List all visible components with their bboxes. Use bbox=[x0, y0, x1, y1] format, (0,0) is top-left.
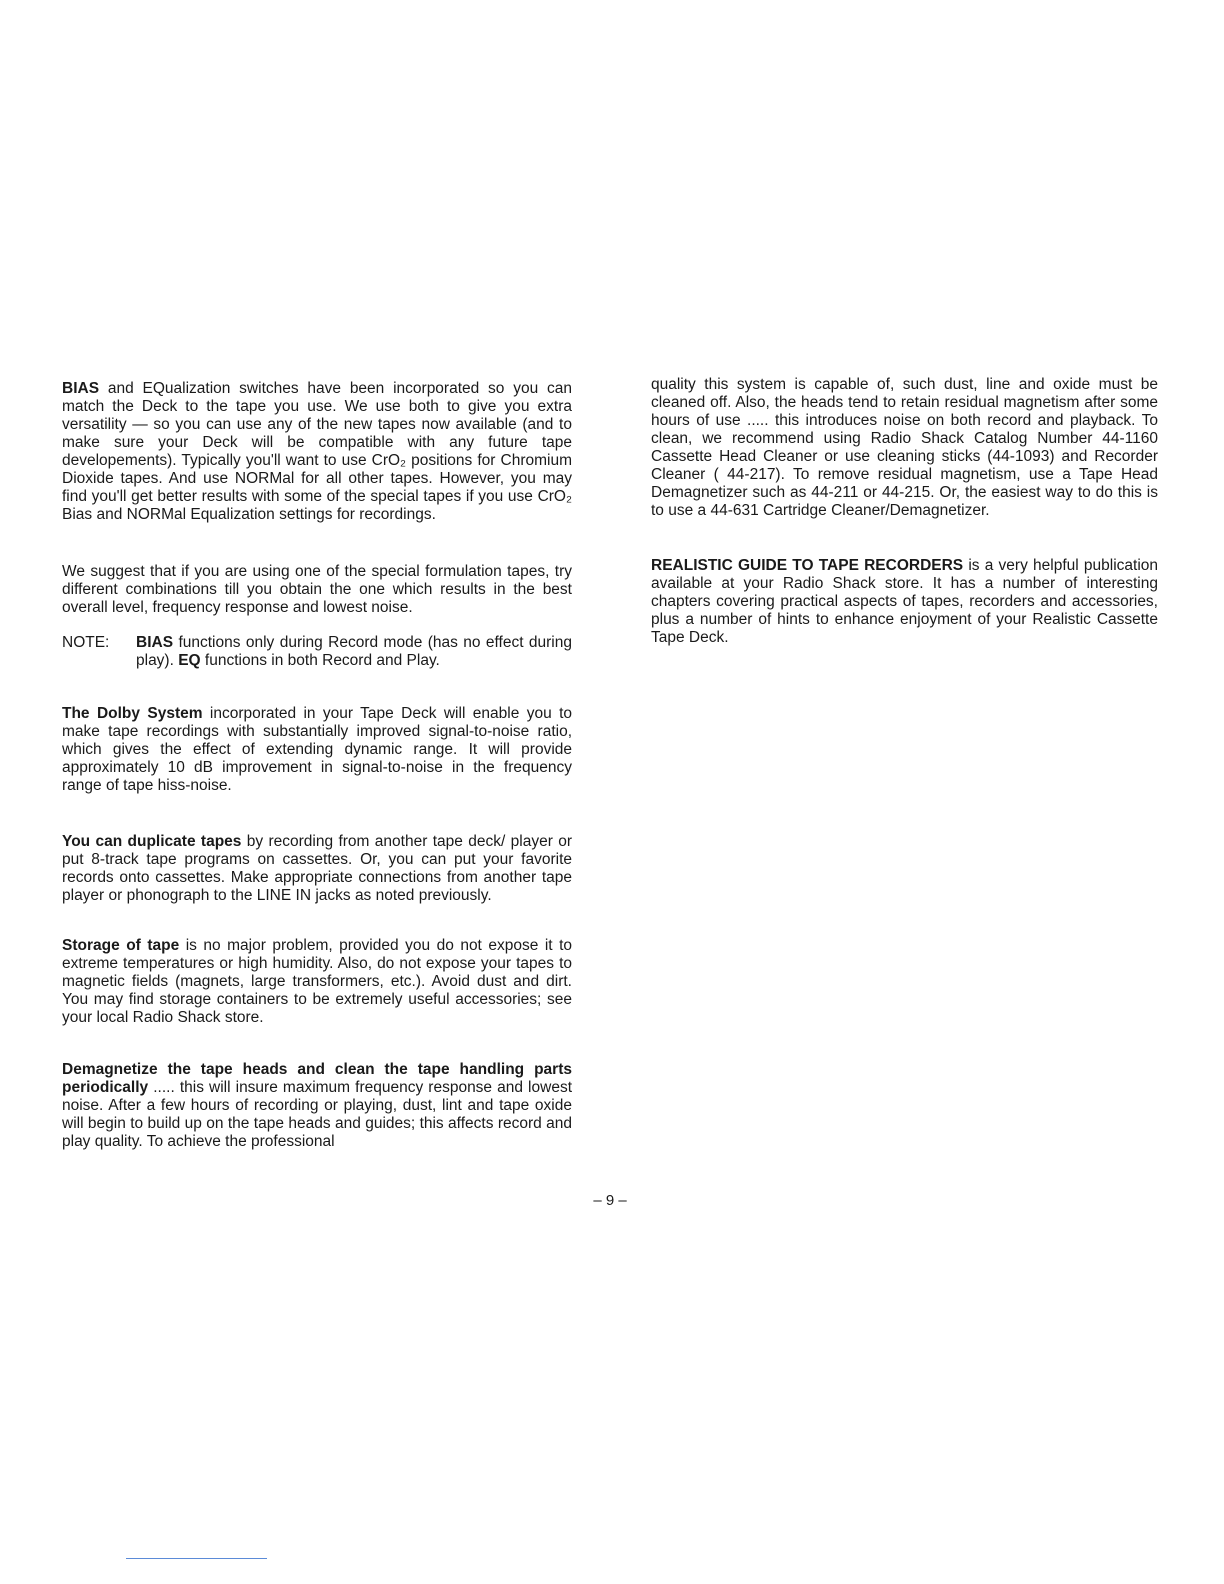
duplicate-heading: You can duplicate tapes bbox=[62, 833, 242, 850]
storage-text: is no major problem, provided you do not expose it to extreme temperatures or high humidity. Also, do not expose your tapes to magnetic fields (magnets, large transformers, etc.). Avoid dust and dirt. You may find storage containers to be extremely useful accessories; see your local Radio Shack store. bbox=[62, 937, 572, 1026]
left-column bbox=[62, 380, 572, 1151]
note-label: NOTE: bbox=[62, 634, 110, 651]
demagnetize-paragraph bbox=[62, 1061, 572, 1151]
note-body bbox=[136, 634, 572, 670]
guide-paragraph bbox=[651, 557, 1158, 647]
storage-heading: Storage of tape bbox=[62, 937, 180, 954]
cleaning-paragraph bbox=[651, 376, 1158, 520]
dolby-text: incorporated in your Tape Deck will enable you to make tape recordings with substantially improved signal-to-noise ratio, which gives the effect of extending dynamic range. It will provide approximately 10 dB improvement in signal-to-noise in the frequency range of tape hiss-noise. bbox=[62, 705, 572, 794]
special-tapes-text: We suggest that if you are using one of the special formulation tapes, try different combinations till you obtain the one which results in the best overall level, frequency response and lowest noise. bbox=[62, 563, 572, 616]
note-text-2: functions in both Record and Play. bbox=[200, 652, 440, 669]
dolby-heading: The Dolby System bbox=[62, 705, 203, 722]
note-block bbox=[62, 634, 572, 670]
bias-heading: BIAS bbox=[62, 380, 100, 397]
cleaning-text: quality this system is capable of, such dust, line and oxide must be cleaned off. Also, the heads tend to retain residual magnetism after some hours of use ..... this introduces noise on both record and playback. To clean, we recommend using Radio Shack Catalog Number 44-1160 Cassette Head Cleaner or use cleaning sticks (44-1093) and Recorder Cleaner ( 44-217). To remove residual magnetism, use a Tape Head Demagnetizer such as 44-211 or 44-215. Or, the easiest way to do this is to use a 44-631 Cartridge Cleaner/Demagnetizer. bbox=[651, 376, 1158, 519]
bias-paragraph bbox=[62, 380, 572, 524]
duplicate-paragraph bbox=[62, 833, 572, 905]
duplicate-text: by recording from another tape deck/ player or put 8-track tape programs on cassettes. Or, you can put your favorite records onto cassettes. Make appropriate connections from another tape player or phonograph to the LINE IN jacks as noted previously. bbox=[62, 833, 572, 904]
guide-text: is a very helpful publication available at your Radio Shack store. It has a number of interesting chapters covering practical aspects of tapes, recorders and accessories, plus a number of hints to enhance enjoyment of your Realistic Cassette Tape Deck. bbox=[651, 557, 1159, 646]
bias-text: and EQualization switches have been incorporated so you can match the Deck to the tape you use. We use both to give you extra versatility — so you can use any of the new tapes now available (and to make sure your Deck will be compatible with any future tape developements). Typically you'll want to use CrO₂ positions for Chromium Dioxide tapes. And use NORMal for all other tapes. However, you may find you'll get better results with some of the special tapes if you use CrO₂ Bias and NORMal Equalization settings for recordings. bbox=[62, 380, 572, 523]
dolby-paragraph bbox=[62, 705, 572, 795]
storage-paragraph bbox=[62, 937, 572, 1027]
note-bias: BIAS bbox=[136, 634, 174, 651]
note-eq: EQ bbox=[178, 652, 201, 669]
right-column bbox=[651, 376, 1158, 647]
demagnetize-heading: Demagnetize the tape heads and clean the tape handling parts periodically bbox=[62, 1061, 572, 1096]
special-tapes-paragraph bbox=[62, 563, 572, 617]
footer-rule bbox=[126, 1558, 267, 1559]
demagnetize-text: ..... this will insure maximum frequency response and lowest noise. After a few hours of recording or playing, dust, lint and tape oxide will begin to build up on the tape heads and guides; this affects record and play quality. To achieve the professional bbox=[62, 1079, 572, 1150]
note-text-1: functions only during Record mode (has no effect during play). bbox=[136, 634, 572, 669]
page-number: – 9 – bbox=[593, 1192, 627, 1209]
guide-heading: REALISTIC GUIDE TO TAPE RECORDERS bbox=[651, 557, 964, 574]
